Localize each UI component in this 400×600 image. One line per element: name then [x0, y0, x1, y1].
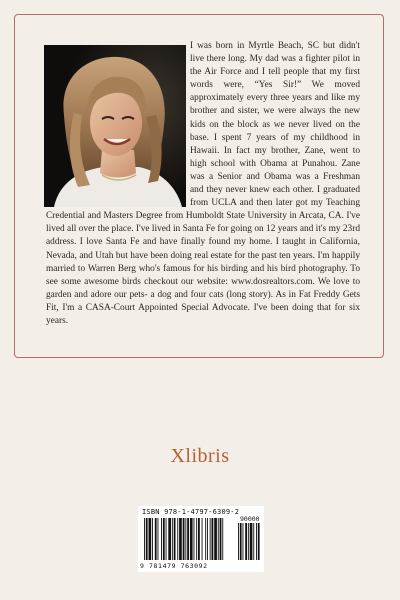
author-bio: [46, 40, 360, 328]
barcode-addon-bar: [256, 523, 257, 560]
barcode-bar: [220, 518, 222, 560]
barcode-bar: [205, 518, 206, 560]
barcode-bar: [174, 518, 176, 560]
barcode-bar: [198, 518, 200, 560]
barcode-bar: [146, 518, 148, 560]
barcode-bar: [149, 518, 152, 560]
barcode-bar: [202, 518, 203, 560]
barcode-bar: [210, 518, 211, 560]
barcode-bar: [166, 518, 167, 560]
price-code: 90000: [240, 515, 260, 523]
barcode-bar: [172, 518, 173, 560]
barcode-bar: [187, 518, 189, 560]
photo-spacer: [46, 40, 190, 204]
barcode-bar: [144, 518, 145, 560]
barcode-bar: [163, 518, 165, 560]
barcode-addon-bar: [243, 523, 244, 560]
barcode-digits: 9 781479 763092: [140, 562, 208, 570]
barcode-bar: [185, 518, 186, 560]
barcode-bar: [183, 518, 185, 560]
barcode-bar: [158, 518, 159, 560]
barcode-bar: [207, 518, 208, 560]
barcode-bar: [222, 518, 223, 560]
barcode-bar: [212, 518, 214, 560]
barcode-bar: [168, 518, 171, 560]
isbn-label: ISBN 978-1-4797-6309-2: [142, 508, 240, 516]
barcode-bar: [152, 518, 153, 560]
isbn-barcode: [138, 506, 264, 572]
barcode-addon-bar: [248, 523, 249, 560]
barcode-bar: [196, 518, 197, 560]
barcode-bar: [155, 518, 157, 560]
author-bio-text: I was born in Myrtle Beach, SC but didn't live there long. My dad was a fighter pilot in the Air Force and I tell people that my first words were, “Yes Sir!” We moved approximately every three years and like my brother and sister, we were always the new kids on the block as we never lived on the base. I spent 7 years of my childhood in Hawaii. In fact my brother, Zane, went to high school with Obama at Punahou. Zane was a Senior and Obama was a Freshman and they never knew each other. I graduated from UCLA and then later got my Teaching Credential and Masters Degree from Humboldt State University in Arcata, CA. I've lived all over the place. I've lived in Santa Fe for going on 12 years and it's my 23rd address. I love Santa Fe and have finally found my home. I taught in California, Nevada, and Utah but have been doing real estate for the past ten years. I'm happily married to Warren Berg who's famous for his birding and his bird photography. To see some awesome birds checkout our website: www.dosrealtors.com. We love to garden and adore our pets- a dog and four cats (long story). As in Fat Freddy Gets Fit, I'm a CASA-Court Appointed Special Advocate. I've been doing that for six years.: [46, 41, 360, 326]
barcode-bar: [190, 518, 193, 560]
barcode-bar: [161, 518, 162, 560]
barcode-bar: [218, 518, 219, 560]
barcode-addon-bar: [250, 523, 253, 560]
barcode-bar: [179, 518, 182, 560]
barcode-bar: [177, 518, 178, 560]
publisher-logo: Xlibris: [170, 445, 230, 467]
barcode-bar: [214, 518, 217, 560]
barcode-addon-bar: [253, 523, 254, 560]
barcode-addon-bar: [238, 523, 239, 560]
barcode-addon-bar: [258, 523, 260, 560]
barcode-bar: [194, 518, 195, 560]
barcode-addon-bar: [245, 523, 247, 560]
barcode-addon-bar: [240, 523, 242, 560]
barcode-bars: [138, 506, 264, 564]
